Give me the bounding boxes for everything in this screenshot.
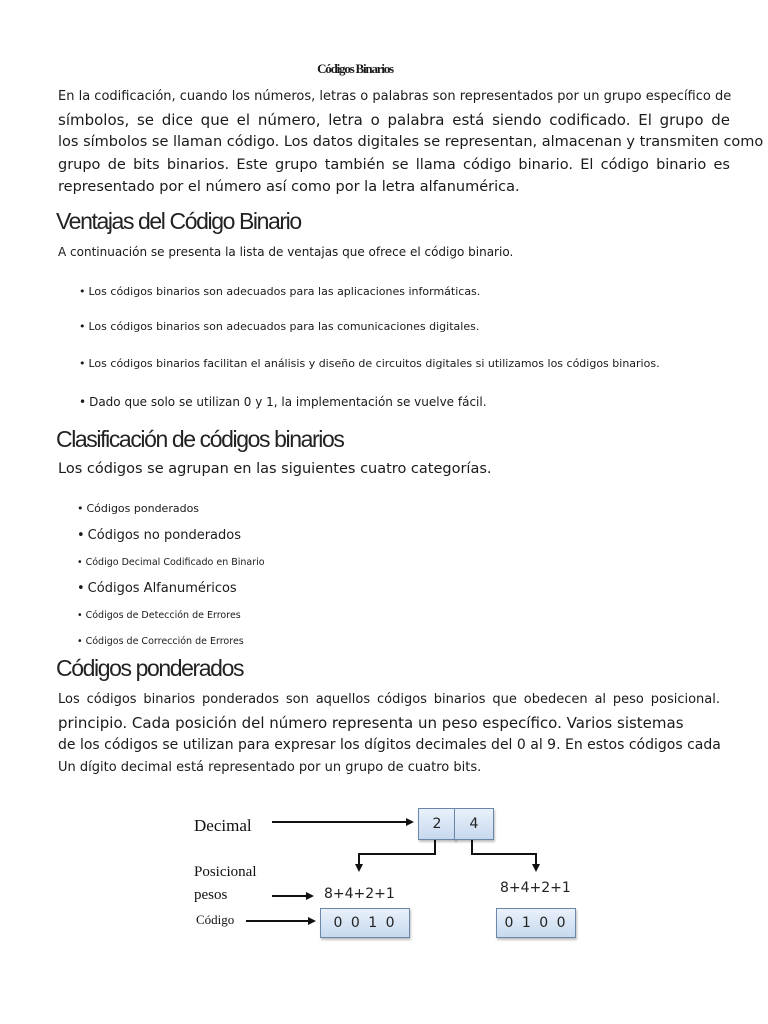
label-pesos: pesos	[194, 887, 228, 903]
intro-line: representado por el número así como por la letra alfanumérica.	[58, 179, 520, 195]
weights-left: 8+4+2+1	[324, 886, 395, 902]
bullet-icon: •	[79, 395, 87, 409]
list-item: • Dado que solo se utilizan 0 y 1, la implementación se vuelve fácil.	[79, 395, 487, 409]
intro-line: símbolos, se dice que el número, letra o palabra está siendo codificado. El grupo de	[58, 110, 730, 129]
intro-line: En la codificación, cuando los números, letras o palabras son representados por un grupo específico de	[58, 89, 732, 104]
code-box-right: 0 1 0 0	[496, 908, 576, 938]
bullet-icon: •	[77, 528, 85, 543]
ponderados-line: de los códigos se utilizan para expresar los dígitos decimales del 0 al 9. En estos códigos cada	[58, 737, 721, 753]
ponderados-line: principio. Cada posición del número representa un peso específico. Varios sistemas	[58, 713, 684, 732]
decimal-digit-box: 2	[418, 808, 456, 840]
ventajas-heading: Ventajas del Código Binario	[56, 208, 301, 234]
ponderados-paragraph	[58, 689, 720, 779]
intro-line: grupo de bits binarios. Este grupo también se llama código binario. El código binario es	[58, 156, 730, 173]
bullet-icon: •	[77, 581, 85, 596]
list-item: • Códigos de Corrección de Errores	[77, 636, 244, 647]
bullet-icon: •	[79, 357, 86, 370]
list-item: • Códigos ponderados	[77, 502, 200, 515]
clasificacion-intro: Los códigos se agrupan en las siguientes cuatro categorías.	[58, 461, 492, 477]
list-item: • Los códigos binarios son adecuados para las aplicaciones informáticas.	[79, 285, 481, 298]
list-item: • Códigos de Detección de Errores	[77, 610, 241, 621]
ponderados-heading: Códigos ponderados	[56, 655, 244, 681]
document-title: Códigos Binarios	[317, 61, 393, 76]
weights-right: 8+4+2+1	[500, 880, 571, 896]
list-item: • Código Decimal Codificado en Binario	[77, 557, 265, 568]
intro-line: los símbolos se llaman código. Los datos digitales se representan, almacenan y transmiten como	[58, 134, 764, 150]
weighted-code-diagram	[188, 800, 588, 950]
label-posicional: Posicional	[194, 864, 257, 880]
clasificacion-heading: Clasificación de códigos binarios	[56, 426, 344, 452]
ventajas-intro: A continuación se presenta la lista de ventajas que ofrece el código binario.	[58, 245, 514, 259]
bullet-icon: •	[77, 636, 83, 647]
ponderados-line: Un dígito decimal está representado por un grupo de cuatro bits.	[58, 759, 482, 775]
bullet-icon: •	[79, 320, 86, 333]
intro-paragraph	[58, 86, 764, 199]
list-item: • Códigos Alfanuméricos	[77, 581, 237, 596]
label-decimal: Decimal	[194, 816, 252, 835]
decimal-digit-box: 4	[454, 808, 494, 840]
code-box-left: 0 0 1 0	[320, 908, 410, 938]
bullet-icon: •	[77, 610, 83, 621]
list-item: • Códigos no ponderados	[77, 528, 241, 543]
bullet-icon: •	[77, 502, 84, 515]
list-item: • Los códigos binarios facilitan el análisis y diseño de circuitos digitales si utilizamos los códigos binarios.	[79, 357, 660, 370]
bullet-icon: •	[77, 557, 83, 568]
label-codigo: Código	[196, 912, 235, 927]
ponderados-line: Los códigos binarios ponderados son aquellos códigos binarios que obedecen al peso posicional.	[58, 692, 720, 707]
list-item: • Los códigos binarios son adecuados para las comunicaciones digitales.	[79, 320, 480, 333]
bullet-icon: •	[79, 285, 86, 298]
